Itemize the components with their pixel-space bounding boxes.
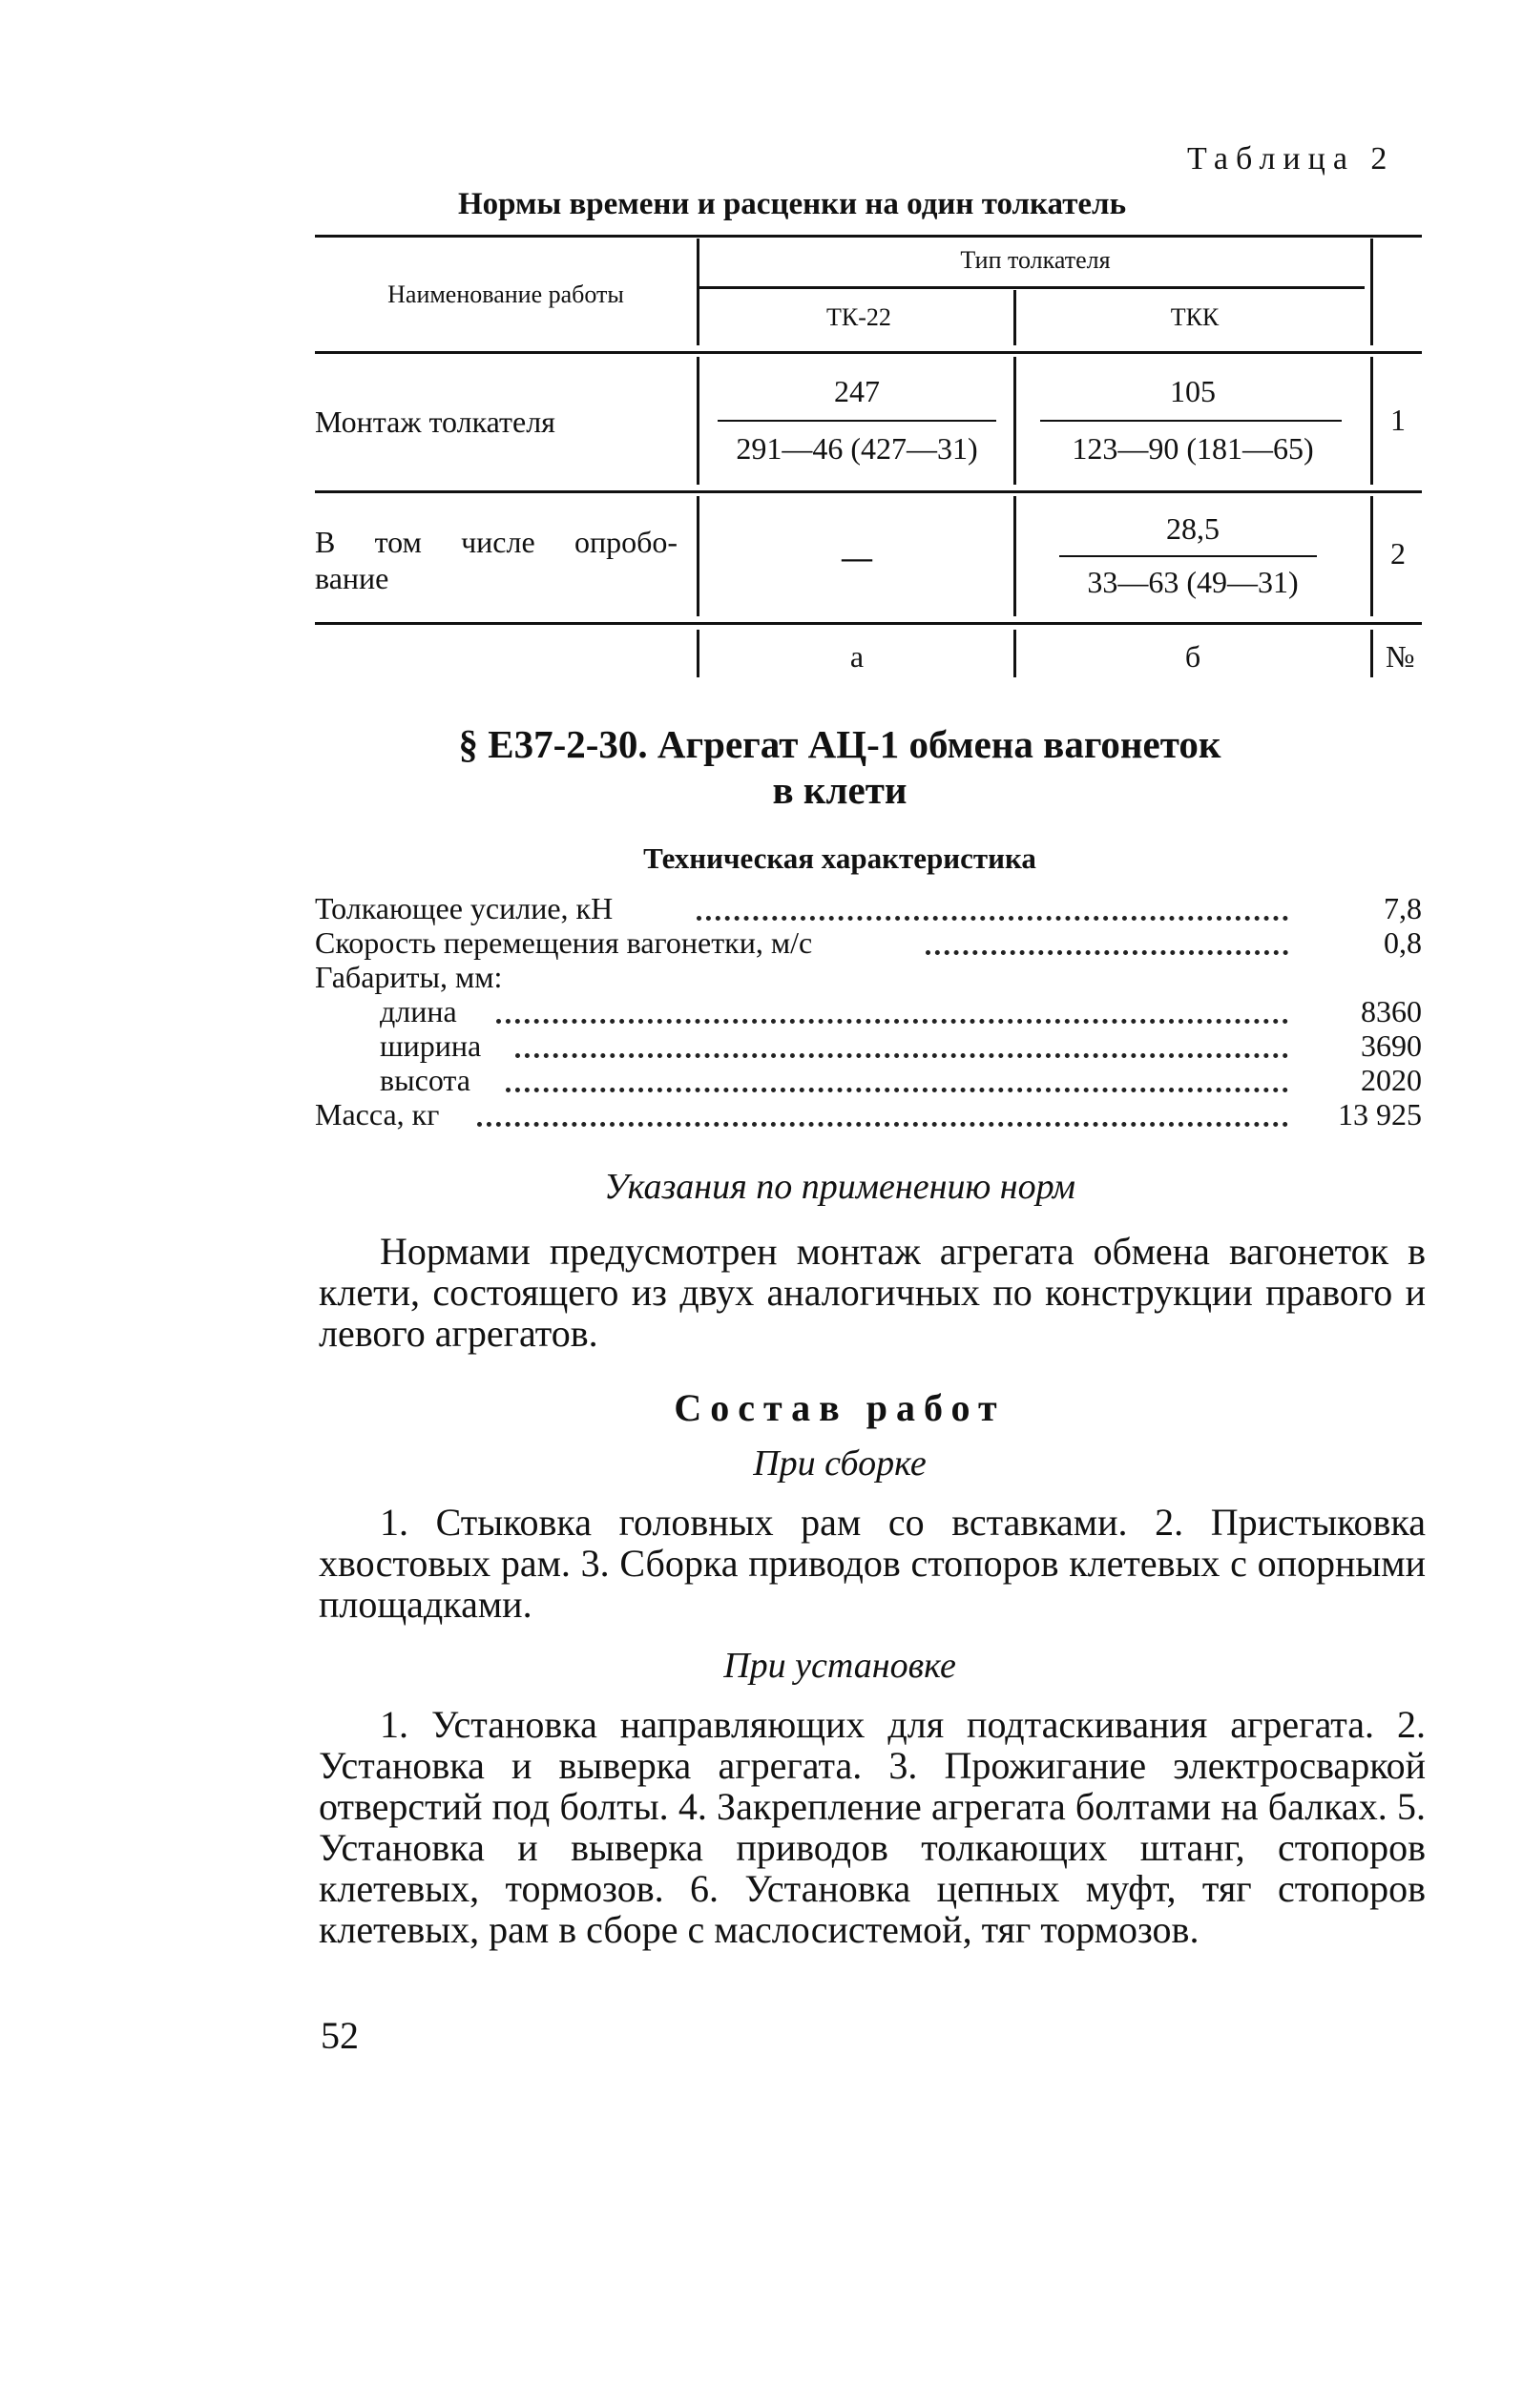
table-top-rule: [315, 235, 1422, 238]
row1-number: 1: [1390, 403, 1406, 437]
spec-value: 2020: [1351, 1063, 1422, 1098]
spec-label: ширина: [380, 1028, 487, 1064]
vline-foot-a: [697, 630, 699, 677]
spec-row-mass: [315, 1097, 1422, 1131]
row2-bottom-rule: [315, 622, 1422, 625]
vline-header-a: [697, 239, 699, 345]
row2-name-line2: вание: [315, 561, 389, 595]
table-label: Таблица 2: [1187, 141, 1395, 176]
header-work-name: Наименование работы: [387, 280, 624, 308]
row1-b-bottom: 123—90 (181—65): [1072, 431, 1314, 466]
spec-label: Скорость перемещения вагонетки, м/с: [315, 925, 818, 961]
dot-leader: [926, 937, 1288, 955]
vline-row1-num: [1370, 357, 1373, 485]
header-col-b: ТКК: [1170, 303, 1220, 331]
vline-row2-num: [1370, 496, 1373, 616]
spec-row-height: [315, 1063, 1422, 1097]
spec-row-dimensions: [315, 960, 1422, 994]
spec-value: 13 925: [1328, 1097, 1422, 1132]
row2-name-line1: В том числе опробо-: [315, 525, 678, 559]
spec-row-speed: [315, 925, 1422, 960]
vline-header-num: [1370, 239, 1373, 345]
dot-leader: [697, 903, 1288, 921]
row1-a-bottom: 291—46 (427—31): [736, 431, 978, 466]
header-type-group: Тип толкателя: [960, 246, 1111, 274]
header-col-a: ТК-22: [826, 303, 891, 331]
spec-label: Толкающее усилие, кН: [315, 891, 618, 926]
spec-label: высота: [380, 1063, 476, 1098]
spec-label: Габариты, мм:: [315, 960, 508, 995]
spec-label: длина: [380, 994, 463, 1029]
spec-value: 7,8: [1374, 891, 1422, 926]
spec-row-length: [315, 994, 1422, 1028]
row2-b-bottom: 33—63 (49—31): [1087, 565, 1299, 599]
vline-row2-a: [697, 496, 699, 616]
vline-row1-mid: [1013, 357, 1016, 485]
footer-col-b: б: [1184, 639, 1201, 674]
vline-row1-a: [697, 357, 699, 485]
spec-value: 0,8: [1374, 925, 1422, 961]
row1-b-fraction-line: [1040, 420, 1342, 422]
footer-col-a: а: [849, 639, 865, 674]
work-heading: Состав работ: [674, 1386, 1006, 1429]
dot-leader: [506, 1074, 1288, 1092]
row2-b-fraction-line: [1059, 555, 1317, 557]
footer-number-sign: №: [1386, 639, 1415, 674]
section-title-line1: § Е37-2-30. Агрегат АЦ-1 обмена вагонеток: [458, 722, 1221, 766]
row2-a-dash: —: [842, 540, 872, 574]
row1-name: Монтаж толкателя: [315, 405, 555, 439]
vline-header-mid: [1013, 290, 1016, 345]
assembly-text: 1. Стыковка головных рам со вставками. 2. Пристыковка хвостовых рам. 3. Сборка приводов стопоров клетевых с опорными площадками.: [319, 1501, 1426, 1626]
page-number: 52: [321, 2014, 359, 2057]
vline-row2-mid: [1013, 496, 1016, 616]
spec-value: 8360: [1351, 994, 1422, 1029]
dot-leader: [515, 1040, 1288, 1058]
dot-leader: [477, 1109, 1288, 1127]
row1-b-top: 105: [1170, 374, 1216, 408]
vline-foot-num: [1370, 630, 1373, 677]
assembly-heading: При сборке: [753, 1443, 927, 1484]
install-text: 1. Установка направляющих для подтаскивания агрегата. 2. Установка и выверка агрегата. 3. Прожигание электросваркой отверстий под болты. 4. Закрепление агрегата болтами на балках. 5. Установка и выверка приводов толкающих штанг, стопоров клетевых, тормозов. 6. Установка цепных муфт, тяг стопоров клетевых, рам в сборе с маслосистемой, тяг тормозов.: [319, 1703, 1426, 1951]
spec-row-force: [315, 891, 1422, 925]
header-bottom-rule: [315, 351, 1422, 354]
spec-value: 3690: [1351, 1028, 1422, 1064]
row1-a-top: 247: [834, 374, 880, 408]
guidance-text: Нормами предусмотрен монтаж агрегата обмена вагонеток в клети, состоящего из двух аналогичных по конструкции правого и левого агрегатов.: [319, 1230, 1426, 1355]
table-title: Нормы времени и расценки на один толкатель: [457, 187, 1127, 221]
type-group-rule: [697, 286, 1365, 289]
spec-label: Масса, кг: [315, 1097, 445, 1132]
row2-b-top: 28,5: [1166, 511, 1220, 546]
row1-bottom-rule: [315, 490, 1422, 493]
guidance-heading: Указания по применению норм: [604, 1167, 1075, 1207]
vline-foot-mid: [1013, 630, 1016, 677]
row1-a-fraction-line: [718, 420, 996, 422]
section-title-line2: в клети: [772, 768, 908, 812]
install-heading: При установке: [723, 1646, 956, 1686]
specs-heading: Техническая характеристика: [643, 841, 1036, 875]
row2-number: 2: [1390, 536, 1406, 571]
spec-row-width: [315, 1028, 1422, 1063]
dot-leader: [496, 1006, 1288, 1024]
